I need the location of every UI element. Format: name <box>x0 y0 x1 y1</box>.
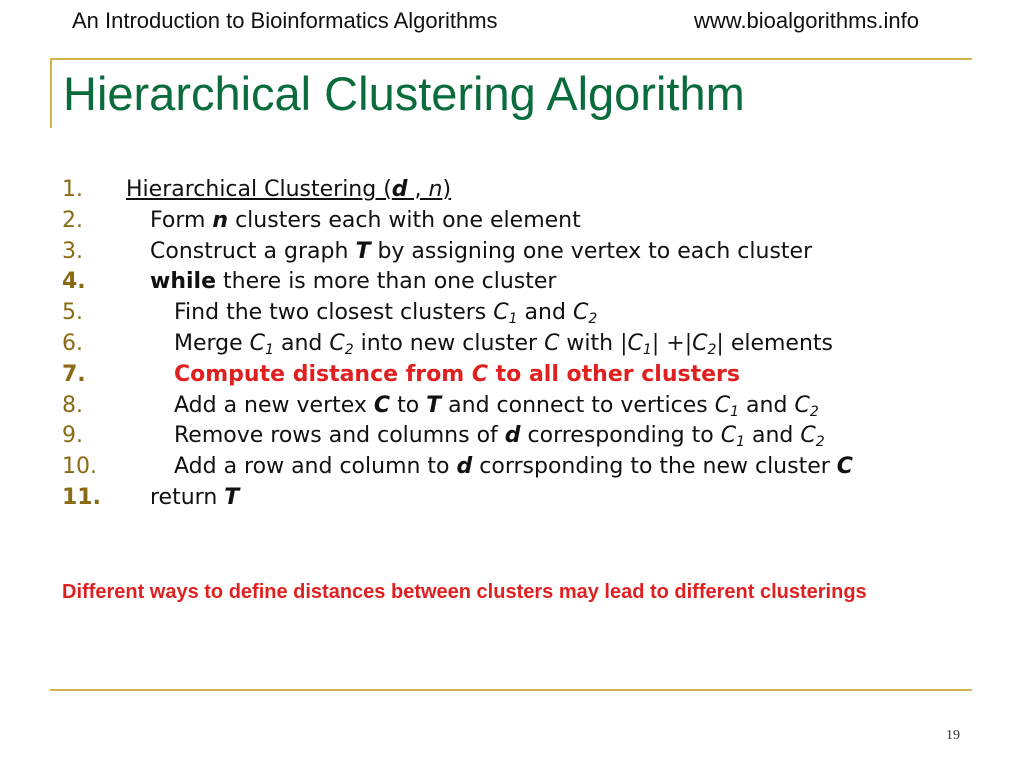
line-text: Remove rows and columns of d corresponding to $C_1$ and $C_2$ <box>174 423 825 450</box>
line-text: Form n clusters each with one element <box>150 208 581 233</box>
line-number: 1. <box>62 177 83 202</box>
line-text: Merge $C_1$ and $C_2$ into new cluster C with $|C_1| +|C_2|$ elements <box>174 331 834 358</box>
line-number: 6. <box>62 331 83 356</box>
line-number: 2. <box>62 208 83 233</box>
line-number: 11. <box>62 485 101 510</box>
line-text: Add a new vertex C to T and connect to vertices $C_1$ and $C_2$ <box>174 393 819 420</box>
line-number: 3. <box>62 239 83 264</box>
bottom-rule <box>50 689 972 691</box>
line-text: Construct a graph T by assigning one vertex to each cluster <box>150 239 813 264</box>
line-number: 10. <box>62 454 97 479</box>
header-course-title: An Introduction to Bioinformatics Algorithms <box>72 8 498 33</box>
top-rule <box>50 58 972 60</box>
line-text: Add a row and column to d corrsponding to the new cluster C <box>174 454 853 479</box>
line-number: 9. <box>62 423 83 448</box>
line-text: Compute distance from C to all other clusters <box>174 362 740 387</box>
line-number: 5. <box>62 300 83 325</box>
line-number: 7. <box>62 362 86 387</box>
line-text: Hierarchical Clustering (d , n) <box>126 177 452 202</box>
line-text: return T <box>150 485 240 510</box>
footer-note: Different ways to define distances between clusters may lead to different clusterings <box>62 581 867 603</box>
header-website: www.bioalgorithms.info <box>694 8 919 33</box>
page-number: 19 <box>946 728 960 743</box>
left-rule <box>50 58 52 128</box>
line-number: 8. <box>62 393 83 418</box>
line-text: while there is more than one cluster <box>150 269 557 294</box>
line-number: 4. <box>62 269 86 294</box>
slide-title: Hierarchical Clustering Algorithm <box>63 67 745 120</box>
line-text: Find the two closest clusters $C_1$ and $C_2$ <box>174 300 598 327</box>
